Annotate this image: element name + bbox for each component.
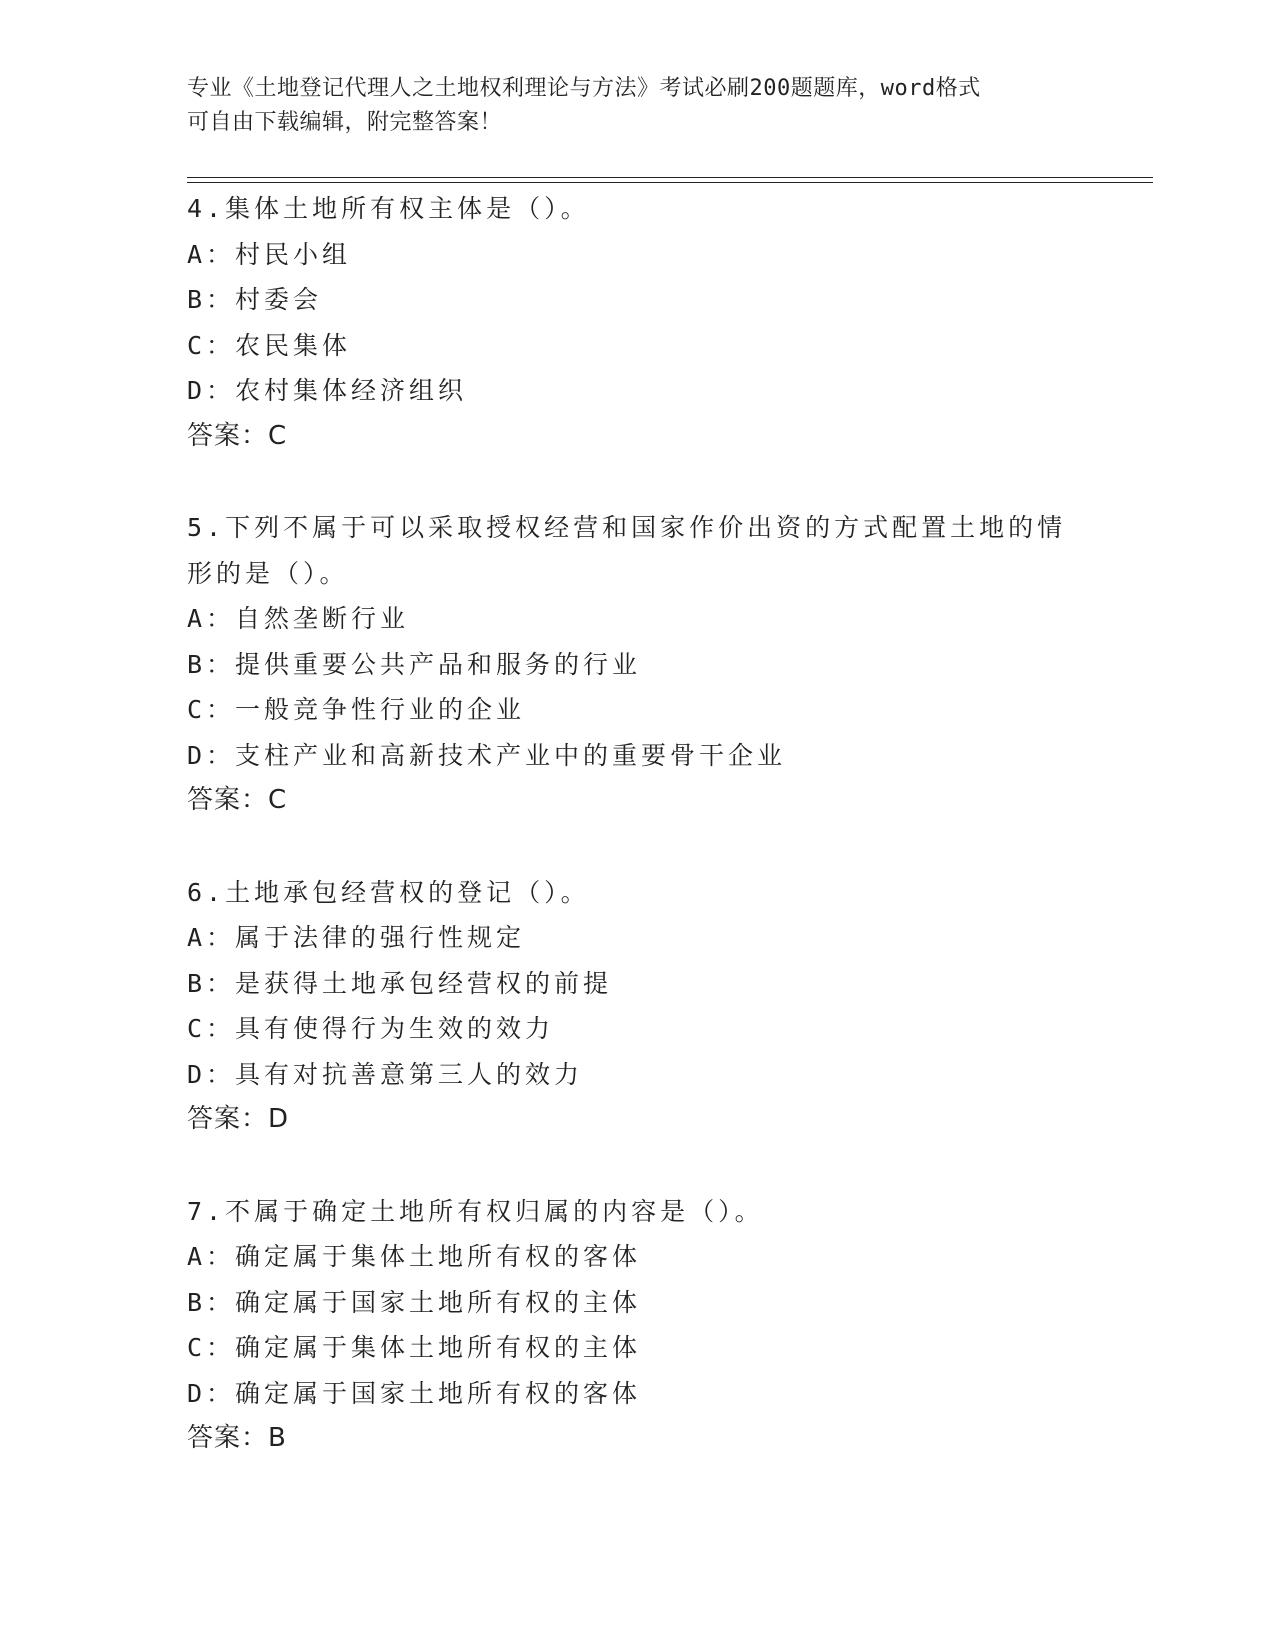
option-d: D：确定属于国家土地所有权的客体 (187, 1378, 642, 1408)
option-b: B：确定属于国家土地所有权的主体 (187, 1287, 642, 1317)
header-line-2: 可自由下载编辑，附完整答案！ (187, 110, 503, 135)
question-stem: 6.土地承包经营权的登记（）。 (187, 877, 590, 907)
option-a: A：确定属于集体土地所有权的客体 (187, 1242, 642, 1271)
option-b: B：是获得土地承包经营权的前提 (187, 968, 613, 998)
question-item-7 (187, 1189, 1087, 1462)
option-d: D：农村集体经济组织 (187, 376, 468, 405)
option-a: A：属于法律的强行性规定 (187, 923, 526, 952)
question-list (187, 186, 1087, 1508)
option-a: A：自然垄断行业 (187, 604, 410, 633)
option-a: A：村民小组 (187, 239, 352, 269)
document-header (187, 72, 1067, 140)
header-line-1: 专业《土地登记代理人之土地权利理论与方法》考试必刷200题题库，word格式 (187, 76, 981, 101)
question-stem: 5.下列不属于可以采取授权经营和国家作价出资的方式配置土地的情 (187, 513, 1067, 542)
question-item-5 (187, 505, 1087, 824)
answer-line: 答案：B (187, 1423, 287, 1453)
header-divider-top (187, 177, 1153, 178)
question-stem: 4.集体土地所有权主体是（）。 (187, 194, 590, 223)
option-b: B：村委会 (187, 285, 323, 314)
option-c: C：具有使得行为生效的效力 (187, 1014, 555, 1043)
option-b: B：提供重要公共产品和服务的行业 (187, 649, 642, 679)
question-stem-continued: 形的是（）。 (187, 558, 349, 588)
question-stem: 7.不属于确定土地所有权归属的内容是（）。 (187, 1196, 764, 1226)
question-item-6 (187, 870, 1087, 1143)
answer-line: 答案：C (187, 420, 288, 451)
question-item-4 (187, 186, 1087, 459)
option-c: C：一般竞争性行业的企业 (187, 695, 526, 724)
option-d: D：具有对抗善意第三人的效力 (187, 1059, 584, 1089)
answer-line: 答案：D (187, 1104, 290, 1134)
option-d: D：支柱产业和高新技术产业中的重要骨干企业 (187, 740, 787, 770)
option-c: C：确定属于集体土地所有权的主体 (187, 1333, 642, 1362)
answer-line: 答案：C (187, 785, 288, 815)
header-divider-bottom (187, 182, 1153, 183)
option-c: C：农民集体 (187, 330, 352, 360)
